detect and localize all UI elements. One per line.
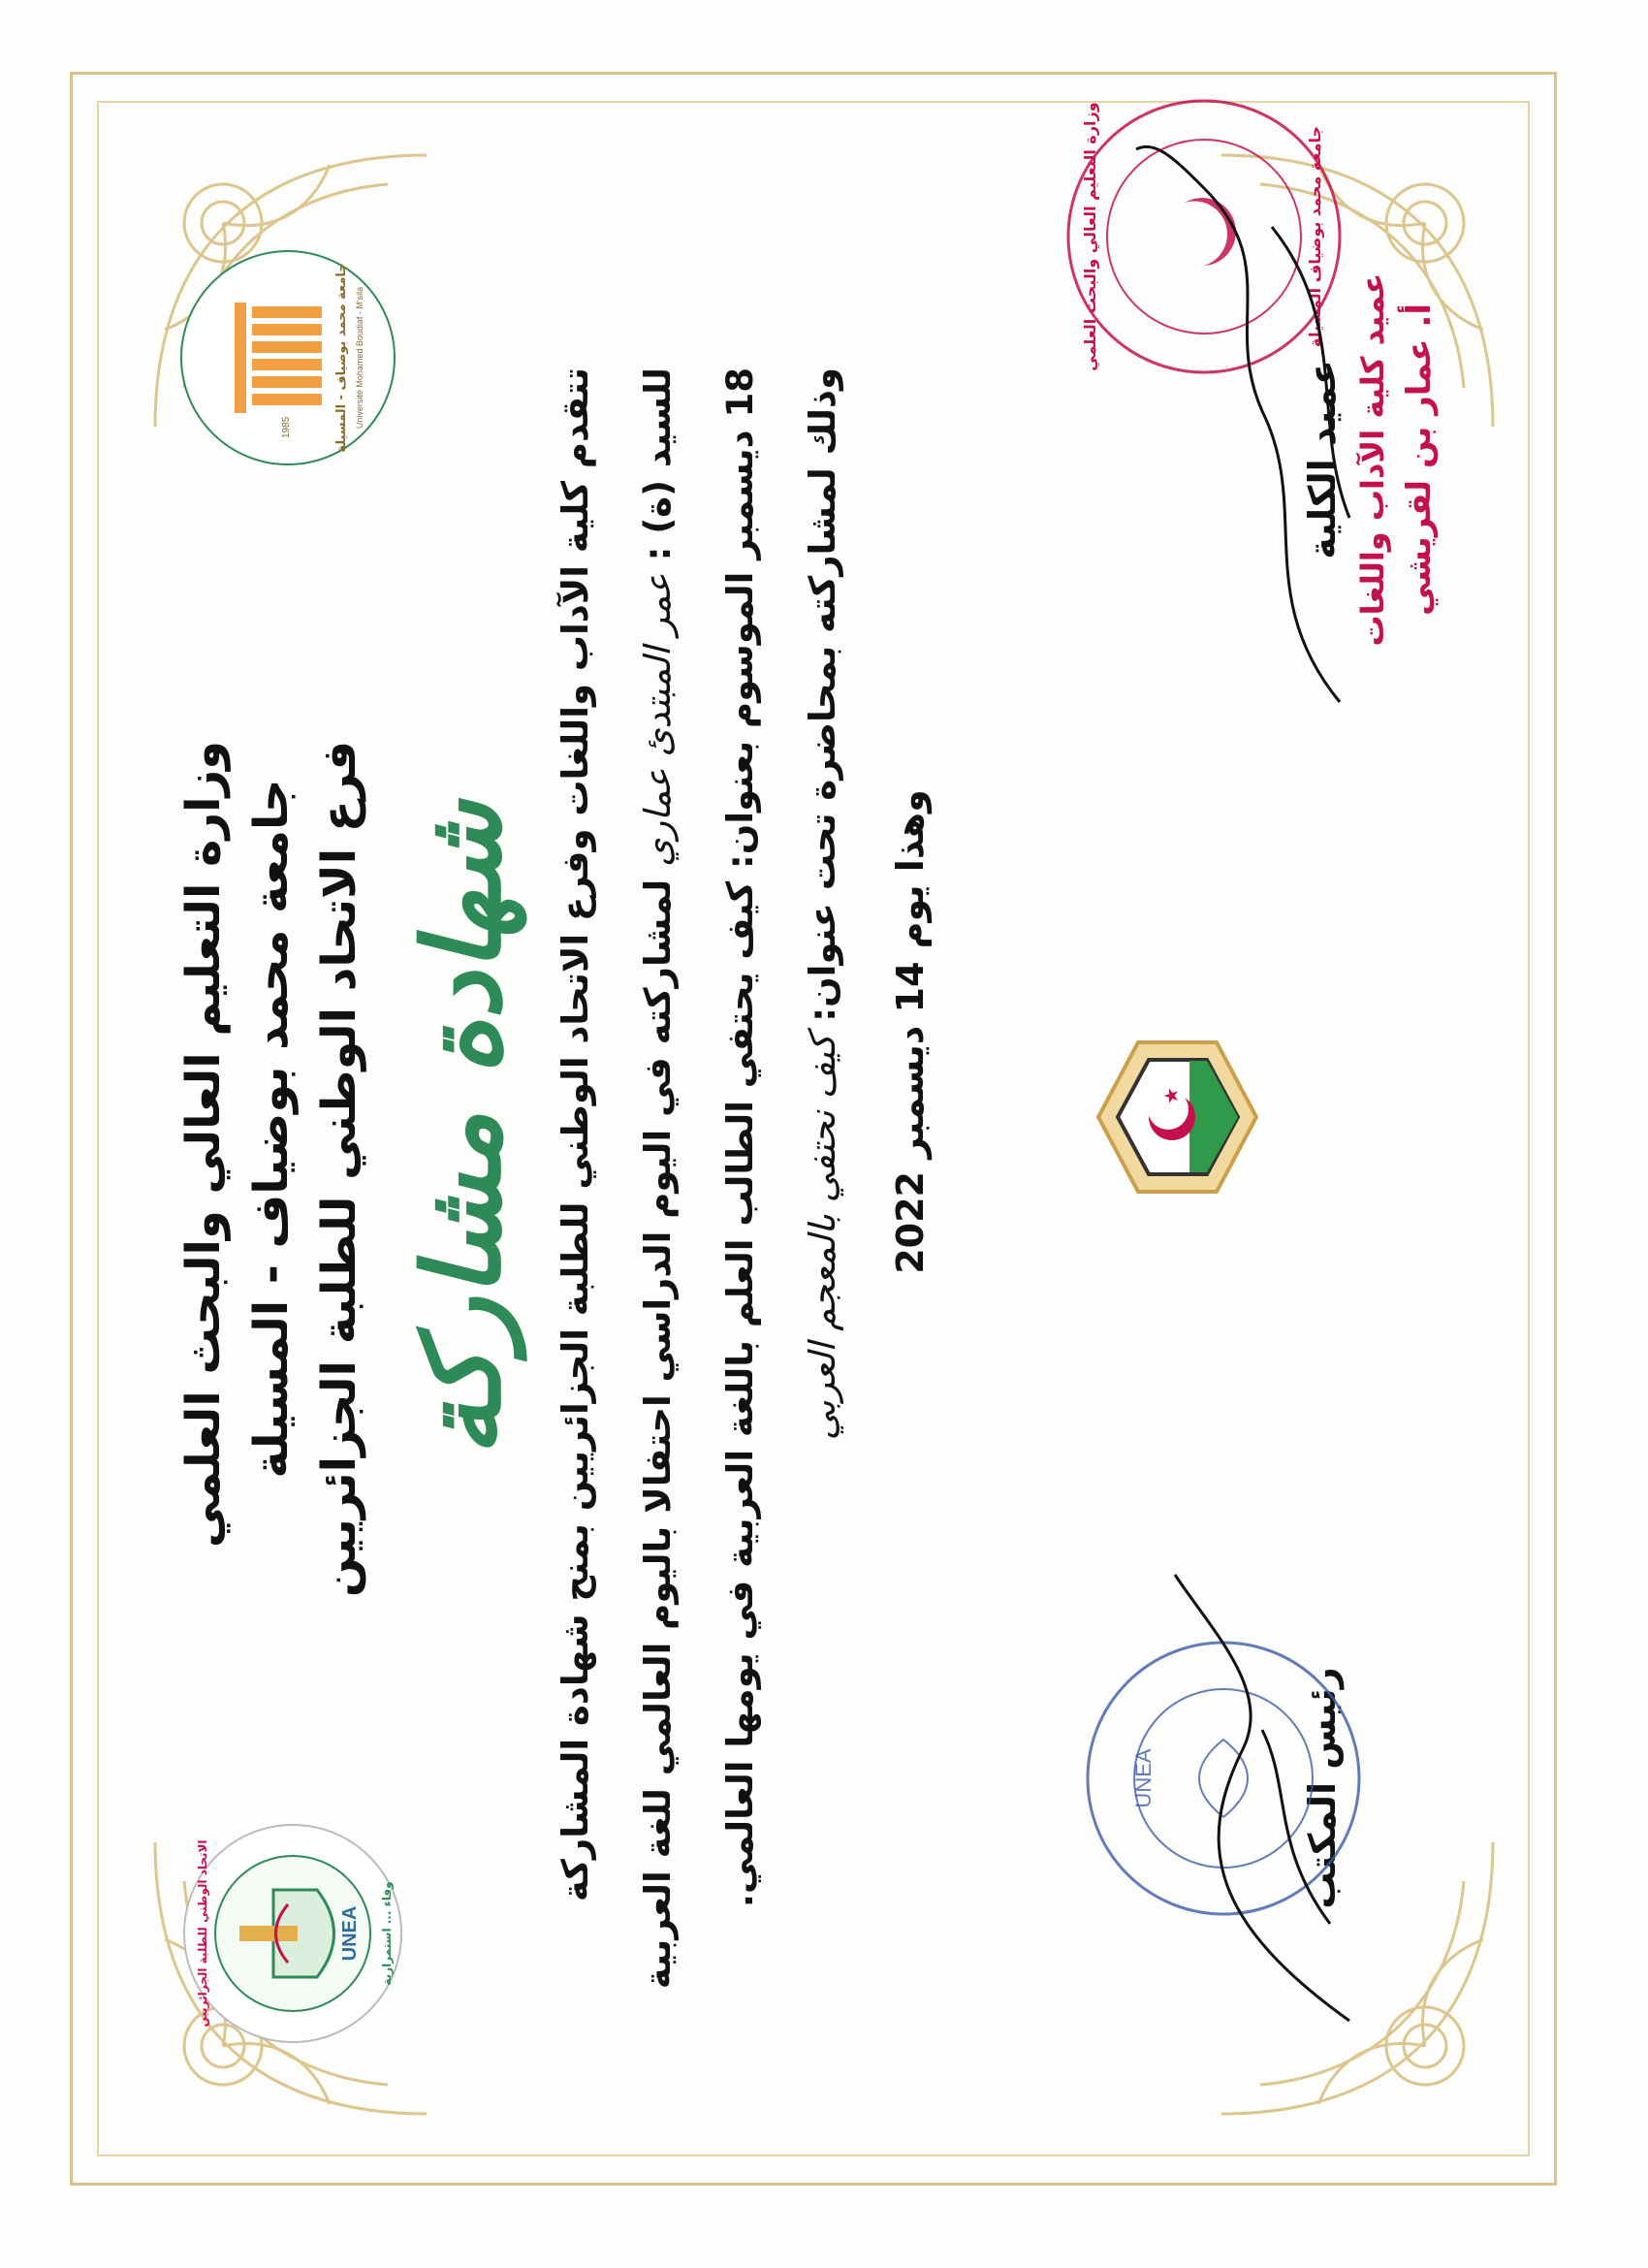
calligraphy-title: شهادة مشاركة [399, 800, 524, 1457]
body-line-2 [637, 367, 679, 1989]
body-line-4-prefix: وذلك لمشاركته بمحاضرة تحت عنوان: [802, 367, 843, 1022]
date-line: وهذا يوم 14 ديسمبر 2022 [889, 789, 932, 1274]
unea-logo-motto: وفاء ... استمرارية [380, 1881, 394, 1986]
header-university: جامعة محمد بوضياف - المسيلة [244, 779, 299, 1479]
body-line-3: 18 ديسمبر الموسوم بعنوان: كيف يحتفي الطالب العلم باللغة العربية في يومها العالمي. [719, 367, 761, 1908]
header-ministry: وزارة التعليم العالي والبحث العلمي [176, 741, 231, 1549]
dean-stamp-title: عميد كلية الآداب واللغات [1354, 272, 1391, 647]
office-head-title: رئيس المكتب [1301, 1667, 1344, 1909]
lecture-topic: كيف نحتفي بالمعجم العربي [802, 1034, 843, 1441]
body-line-2-prefix: للسيد (ة) : [637, 367, 679, 561]
office-head-signature [1156, 1555, 1379, 2040]
unea-logo-name: الاتحاد الوطني للطلبة الجزائريين [196, 1839, 209, 2028]
dean-title: عميد الكلية [1301, 360, 1344, 559]
certificate [70, 72, 1557, 2186]
dean-name: أ. عمار بن لقريشي [1400, 303, 1439, 616]
body-line-2-suffix: لمشاركته في اليوم الدراسي احتفالا باليوم العالمي للغة العربية [637, 878, 679, 1990]
body-line-4 [802, 367, 843, 1440]
unea-logo-acronym: UNEA [339, 1905, 361, 1962]
blue-stamp-acronym: UNEA [1131, 1748, 1156, 1808]
red-stamp-text: وزارة التعليم العالي والبحث العلمي [1081, 102, 1099, 371]
university-logo-french: Université Mohamed Boudiaf - M'sila [355, 286, 364, 430]
red-stamp-sub: جامعة محمد بوضياف المسيلة [1306, 125, 1324, 348]
university-logo-arabic: جامعة محمد بوضياف - المسيلة [334, 263, 349, 453]
body-line-1: تتقدم كلية الآداب واللغات وفرع الاتحاد الوطني للطلبة الجزائريين بمنح شهادة المشاركة [555, 367, 596, 1902]
dean-signature [1117, 130, 1388, 731]
hexagon-emblem [1093, 1032, 1262, 1201]
star-icon: ★ [1159, 1087, 1183, 1104]
recipient-name: عمر المبتدئ عماري [637, 573, 679, 867]
university-logo-year: 1985 [281, 416, 292, 438]
university-logo [176, 246, 399, 469]
unea-logo [172, 1817, 414, 2050]
header-union-branch: فرع الاتحاد الوطني للطلبة الجزائريين [312, 741, 366, 1598]
